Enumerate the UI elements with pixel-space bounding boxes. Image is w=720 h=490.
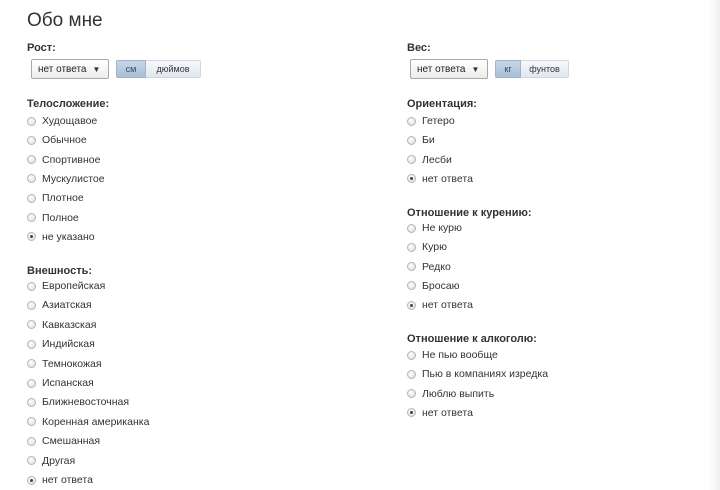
alcohol-option[interactable] [407,407,473,419]
radio-option-label: Европейская [42,280,106,292]
radio-option-label: Худощавое [42,115,98,127]
radio-button-icon[interactable] [27,437,36,446]
radio-button-icon[interactable] [407,117,416,126]
appearance-option[interactable] [27,455,75,467]
radio-option-label: не указано [42,230,95,243]
body-type-group-title: Телосложение: [27,98,110,110]
alcohol-option[interactable] [407,368,548,380]
radio-option-label: Ближневосточная [42,396,130,409]
height-unit-cm-button[interactable]: см [116,60,146,78]
appearance-option[interactable] [27,377,94,389]
height-select-value: нет ответа [38,63,87,75]
radio-button-icon[interactable] [27,194,36,203]
smoking-option[interactable] [407,299,473,311]
radio-button-icon[interactable] [407,408,416,417]
weight-unit-toggle [495,60,569,78]
radio-button-icon[interactable] [27,398,36,407]
page-title: Обо мне [27,10,103,31]
radio-option-label: Коренная американка [42,415,150,428]
appearance-option[interactable] [27,280,105,292]
body-type-option[interactable] [27,231,95,243]
radio-button-icon[interactable] [407,155,416,164]
appearance-option[interactable] [27,358,102,370]
weight-label: Вес: [407,42,431,54]
radio-button-icon[interactable] [407,136,416,145]
smoking-option[interactable] [407,261,451,273]
radio-option-label: Обычное [42,134,87,147]
radio-button-icon[interactable] [27,379,36,388]
right-edge-shadow [708,0,720,490]
radio-option-label: Не курю [422,222,462,234]
radio-button-icon[interactable] [27,301,36,310]
orientation-group-title: Ориентация: [407,98,477,110]
appearance-option[interactable] [27,338,95,350]
height-label: Рост: [27,42,56,54]
appearance-option[interactable] [27,416,149,428]
appearance-option[interactable] [27,319,96,331]
radio-button-icon[interactable] [27,213,36,222]
radio-option-label: Азиатская [42,299,92,312]
radio-option-label: Кавказская [42,318,97,331]
weight-unit-kg-button[interactable]: кг [495,60,521,78]
appearance-option[interactable] [27,474,93,486]
orientation-option[interactable] [407,173,473,185]
radio-button-icon[interactable] [407,243,416,252]
height-unit-inches-button[interactable]: дюймов [146,60,201,78]
height-unit-toggle [116,60,201,78]
radio-button-icon[interactable] [27,155,36,164]
appearance-group-title: Внешность: [27,265,93,277]
radio-button-icon[interactable] [407,224,416,233]
appearance-option[interactable] [27,299,92,311]
radio-button-icon[interactable] [27,232,36,241]
radio-button-icon[interactable] [27,136,36,145]
radio-option-label: Пью в компаниях изредка [422,368,549,381]
smoking-group-title: Отношение к курению: [407,207,532,219]
weight-row [410,59,569,79]
radio-option-label: Люблю выпить [422,387,495,400]
radio-button-icon[interactable] [407,262,416,271]
radio-option-label: Курю [422,241,447,254]
radio-option-label: Гетеро [422,115,455,127]
appearance-option[interactable] [27,435,100,447]
radio-button-icon[interactable] [407,370,416,379]
alcohol-option[interactable] [407,349,498,361]
radio-button-icon[interactable] [407,301,416,310]
weight-select-value: нет ответа [417,63,466,75]
radio-button-icon[interactable] [27,174,36,183]
radio-button-icon[interactable] [407,351,416,360]
radio-button-icon[interactable] [27,282,36,291]
radio-button-icon[interactable] [407,389,416,398]
alcohol-option[interactable] [407,388,494,400]
smoking-option[interactable] [407,241,447,253]
weight-select[interactable] [410,59,488,79]
radio-option-label: нет ответа [422,299,473,312]
radio-button-icon[interactable] [27,476,36,485]
weight-unit-lbs-button[interactable]: фунтов [521,60,569,78]
smoking-option[interactable] [407,280,460,292]
body-type-option[interactable] [27,192,84,204]
radio-option-label: Би [422,134,435,147]
height-select[interactable] [31,59,109,79]
radio-button-icon[interactable] [27,359,36,368]
radio-option-label: Плотное [42,192,84,205]
radio-option-label: Мускулистое [42,172,105,185]
smoking-option[interactable] [407,222,462,234]
body-type-option[interactable] [27,173,105,185]
radio-option-label: нет ответа [42,474,93,486]
chevron-down-icon: ▼ [92,64,101,74]
radio-option-label: Лесби [422,153,452,166]
radio-button-icon[interactable] [407,174,416,183]
radio-button-icon[interactable] [27,340,36,349]
body-type-option[interactable] [27,154,100,166]
height-row [31,59,201,79]
radio-option-label: Темнокожая [42,357,102,370]
radio-option-label: Бросаю [422,279,460,292]
radio-option-label: Редко [422,260,451,273]
radio-option-label: Смешанная [42,435,101,448]
radio-button-icon[interactable] [27,456,36,465]
radio-button-icon[interactable] [27,117,36,126]
body-type-option[interactable] [27,134,87,146]
radio-option-label: Другая [42,454,76,467]
orientation-option[interactable] [407,134,435,146]
body-type-option[interactable] [27,212,79,224]
body-type-option[interactable] [27,115,97,127]
orientation-option[interactable] [407,154,452,166]
chevron-down-icon: ▼ [471,64,480,74]
radio-option-label: Полное [42,211,79,224]
radio-button-icon[interactable] [27,320,36,329]
radio-option-label: Спортивное [42,153,101,166]
radio-button-icon[interactable] [27,417,36,426]
appearance-option[interactable] [27,396,129,408]
radio-option-label: нет ответа [422,406,473,419]
radio-option-label: Индийская [42,338,95,351]
radio-option-label: Не пью вообще [422,349,498,361]
radio-option-label: нет ответа [422,172,473,185]
radio-button-icon[interactable] [407,281,416,290]
orientation-option[interactable] [407,115,455,127]
alcohol-group-title: Отношение к алкоголю: [407,333,537,345]
radio-option-label: Испанская [42,377,94,389]
